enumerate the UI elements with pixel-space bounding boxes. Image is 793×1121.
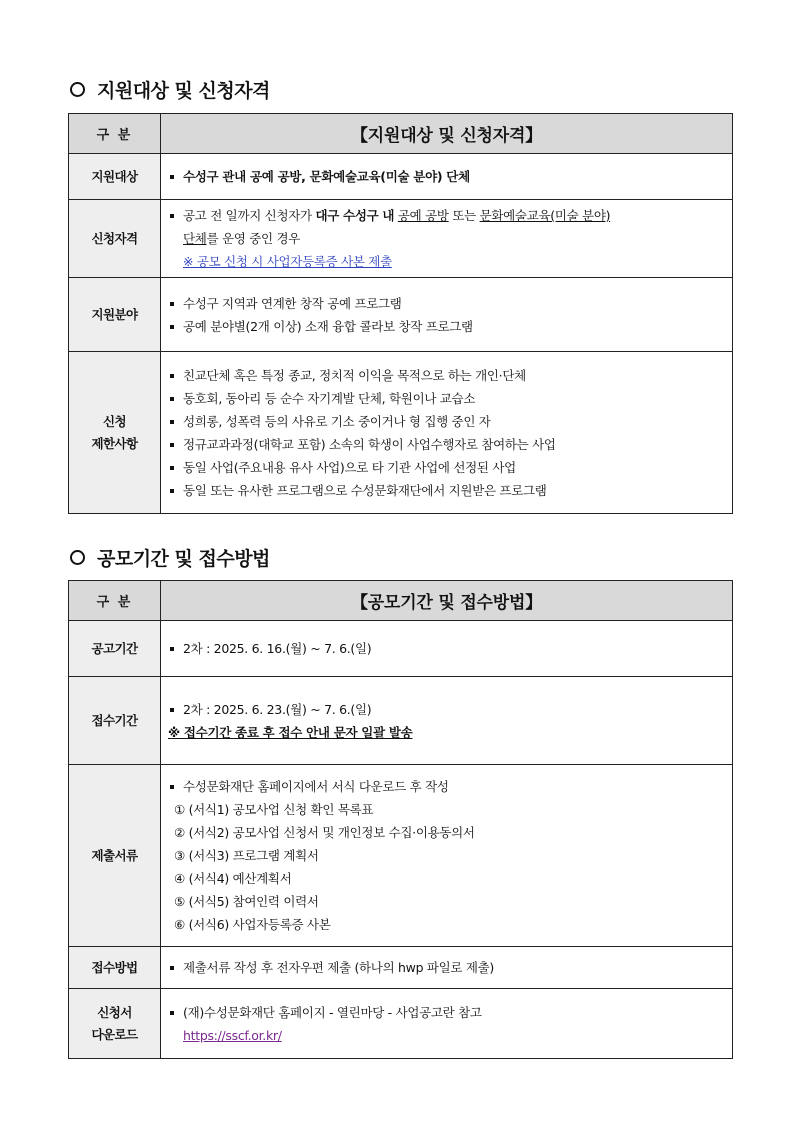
square-bullet-icon [170,708,174,712]
table-row [69,989,733,1059]
table-row [69,621,733,677]
section-title-period [70,544,270,571]
list-item: ⑥ (서식6) 사업자등록증 사본 [174,917,331,932]
row-label: 신청서 다운로드 [69,989,161,1059]
section-title-text: 지원대상 및 신청자격 [97,80,270,102]
notice-text: ※ 접수기간 종료 후 접수 안내 문자 일괄 발송 [168,724,413,740]
row-content [161,154,733,200]
square-bullet-icon [170,966,174,970]
list-item: ④ (서식4) 예산계획서 [174,871,292,886]
row-label: 신청 제한사항 [69,352,161,514]
square-bullet-icon [170,325,174,329]
row-content [161,677,733,765]
notice-link: ※ 공모 신청 시 사업자등록증 사본 제출 [183,254,392,269]
row-content [161,947,733,989]
section-title-eligibility [70,76,270,103]
list-item: ② (서식2) 공모사업 신청서 및 개인정보 수집·이용동의서 [174,825,475,840]
list-item: 성희롱, 성폭력 등의 사유로 기소 중이거나 형 집행 중인 자 [168,410,726,433]
list-item: 수성문화재단 홈페이지에서 서식 다운로드 후 작성 [168,775,726,798]
square-bullet-icon [170,420,174,424]
list-item: 정규교과과정(대학교 포함) 소속의 학생이 사업수행자로 참여하는 사업 [168,433,726,456]
square-bullet-icon [170,374,174,378]
list-item: 수성구 관내 공예 공방, 문화예술교육(미술 분야) 단체 [168,165,726,188]
period-table [68,580,733,1059]
eligibility-table [68,113,733,514]
row-content [161,621,733,677]
header-category: 구 분 [69,114,161,154]
square-bullet-icon [170,214,174,218]
table-row [69,352,733,514]
row-label: 지원대상 [69,154,161,200]
row-label: 접수기간 [69,677,161,765]
row-content [161,200,733,278]
square-bullet-icon [170,466,174,470]
table-row [69,278,733,352]
row-label: 제출서류 [69,765,161,947]
row-content [161,765,733,947]
row-label: 신청자격 [69,200,161,278]
square-bullet-icon [170,302,174,306]
row-content [161,352,733,514]
header-title: 【지원대상 및 신청자격】 [161,114,733,154]
list-item: ③ (서식3) 프로그램 계획서 [174,848,319,863]
table-row [69,677,733,765]
list-item: ① (서식1) 공모사업 신청 확인 목록표 [174,802,374,817]
section-title-text: 공모기간 및 접수방법 [97,548,270,570]
table-row [69,200,733,278]
list-item: 친교단체 혹은 특정 종교, 정치적 이익을 목적으로 하는 개인·단체 [168,364,726,387]
square-bullet-icon [170,1011,174,1015]
square-bullet-icon [170,647,174,651]
list-item: 수성구 지역과 연계한 창작 공예 프로그램 [168,292,726,315]
square-bullet-icon [170,785,174,789]
square-bullet-icon [170,489,174,493]
circle-bullet-icon [70,82,85,97]
list-item: 동일 또는 유사한 프로그램으로 수성문화재단에서 지원받은 프로그램 [168,479,726,502]
list-item: 2차 : 2025. 6. 23.(월) ~ 7. 6.(일) [168,698,726,721]
table-header-row [69,114,733,154]
table-row [69,154,733,200]
row-label: 접수방법 [69,947,161,989]
table-row [69,947,733,989]
homepage-link[interactable]: https://sscf.or.kr/ [183,1027,282,1043]
row-label: 지원분야 [69,278,161,352]
square-bullet-icon [170,175,174,179]
table-row [69,765,733,947]
row-content [161,278,733,352]
list-item: ⑤ (서식5) 참여인력 이력서 [174,894,319,909]
header-title: 【공모기간 및 접수방법】 [161,581,733,621]
list-item: (재)수성문화재단 홈페이지 - 열린마당 - 사업공고란 참고 [168,1001,726,1024]
square-bullet-icon [170,443,174,447]
circle-bullet-icon [70,550,85,565]
list-item: 공고 전 일까지 신청자가 대구 수성구 내 공예 공방 또는 문화예술교육(미술 분야) 단체를 운영 중인 경우 [168,204,726,250]
list-item: 공예 분야별(2개 이상) 소재 융합 콜라보 창작 프로그램 [168,315,726,338]
square-bullet-icon [170,397,174,401]
list-item: 동호회, 동아리 등 순수 자기계발 단체, 학원이나 교습소 [168,387,726,410]
table-header-row [69,581,733,621]
row-label: 공고기간 [69,621,161,677]
header-category: 구 분 [69,581,161,621]
row-content [161,989,733,1059]
list-item: 2차 : 2025. 6. 16.(월) ~ 7. 6.(일) [168,637,726,660]
list-item: 동일 사업(주요내용 유사 사업)으로 타 기관 사업에 선정된 사업 [168,456,726,479]
list-item: 제출서류 작성 후 전자우편 제출 (하나의 hwp 파일로 제출) [168,956,726,979]
